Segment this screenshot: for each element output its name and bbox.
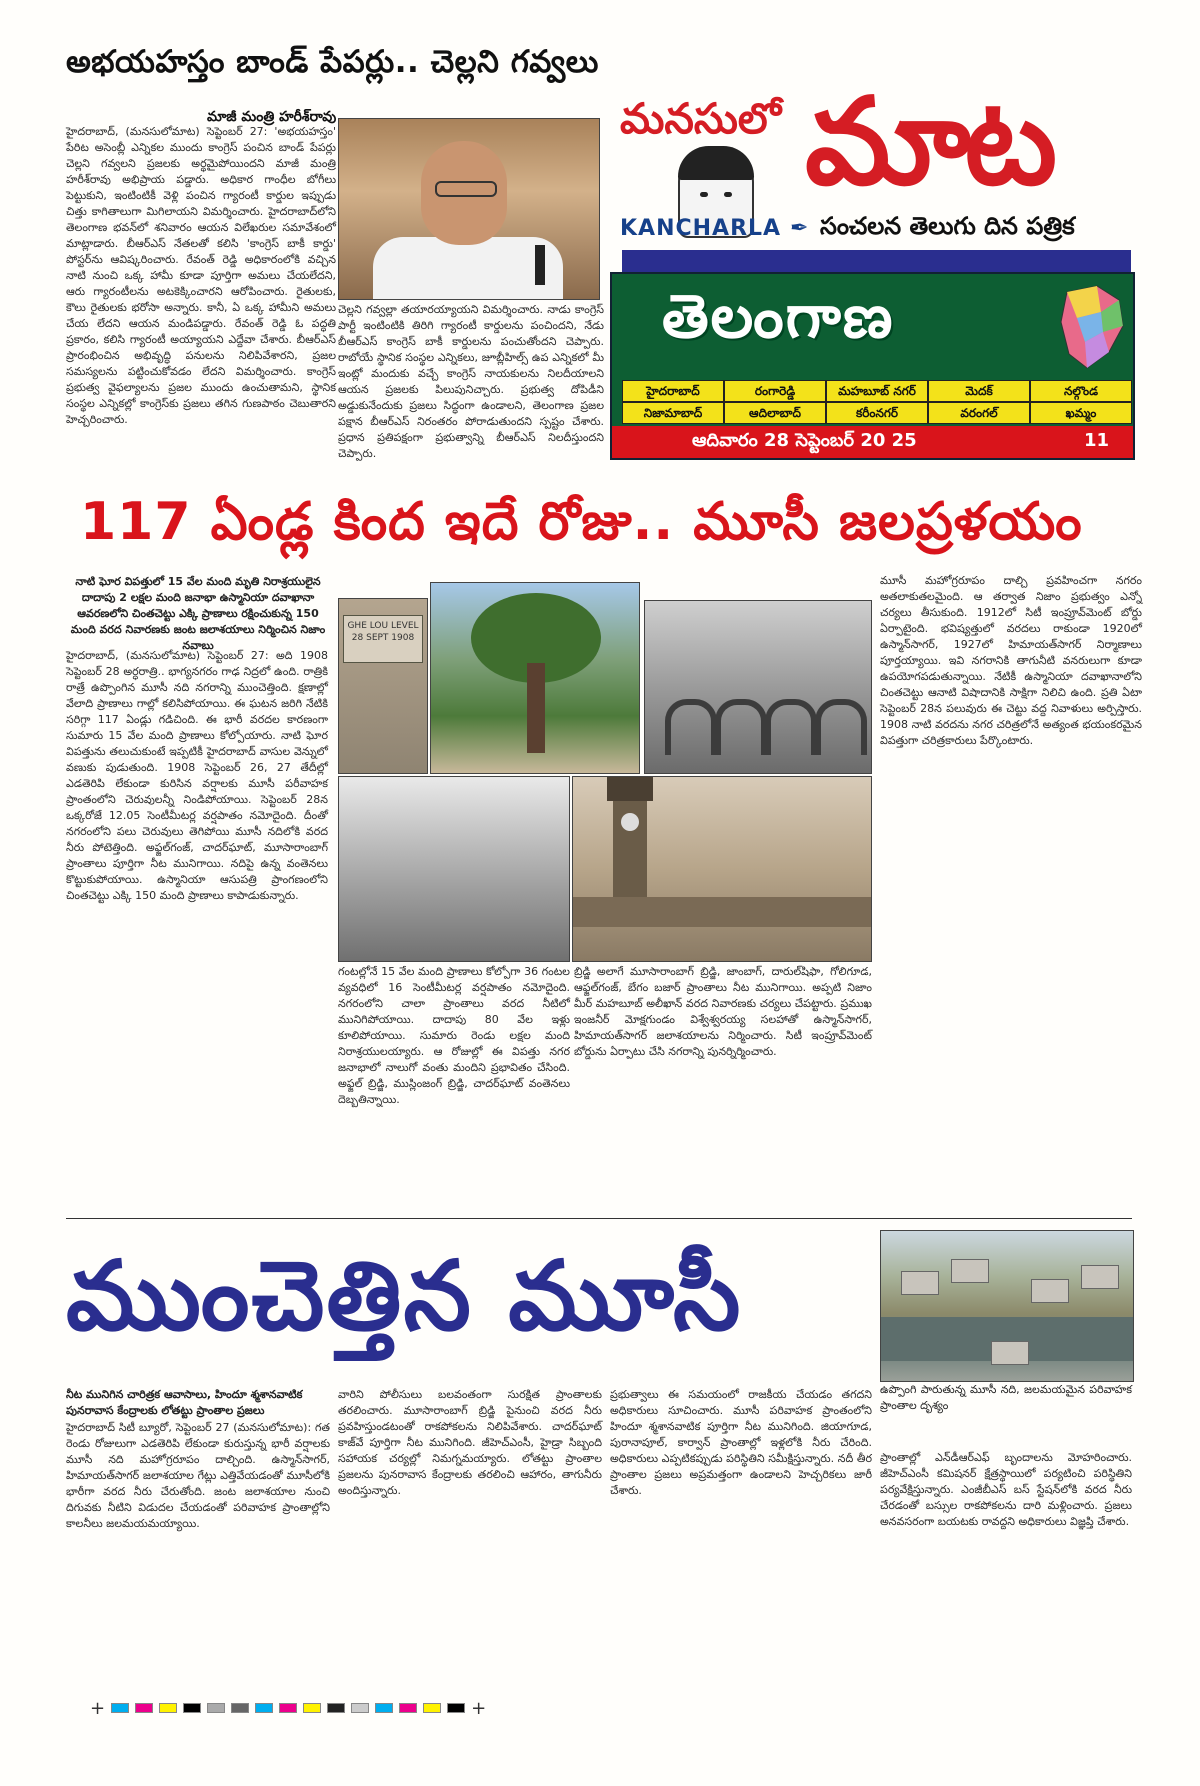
registration-mark-icon: + [90, 1697, 106, 1719]
color-swatch [303, 1703, 321, 1713]
color-swatch [135, 1703, 153, 1713]
article2-summary: నాటి ఘోర విపత్తులో 15 వేల మంది మృతి నిరాశ్రయులైన దాదాపు 2 లక్షల మంది జనాభా ఉస్మానియా దవాఖానా ఆవరణలోని చింతచెట్టు ఎక్కి ప్రాణాలు రక్షించుకున్న 150 మంది వరద నివారణకు జంట జలాశయాలు నిర్మించిన నిజాం నవాబు [70, 575, 326, 652]
pen-icon: ✒ [790, 216, 809, 241]
district-name: నిజామాబాద్ [622, 402, 724, 424]
article2-column: గంటల్లోనే 15 వేల మంది ప్రాణాలు కోల్పోగా 36 గంటల వ్యవధిలో 16 సెంటీమీటర్ల వర్షపాతం నమోదైంది. నగరంలోని చాలా ప్రాంతాలు వరద నీటిలో మునిగిపోయాయి. దాదాపు 80 వేల ఇళ్లు కూలిపోయాయి. సుమారు రెండు లక్షల మంది నిరాశ్రయులయ్యారు. ఆ రోజుల్లో ఈ విపత్తు నగర జనాభాలో నాలుగో వంతు మందిని ప్రభావితం చేసింది. అఫ్జల్ బ్రిడ్జి, ముస్లింజంగ్ బ్రిడ్జి, చాదర్‌ఘాట్ వంతెనలు దెబ్బతిన్నాయి. [338, 965, 570, 1106]
date-bar [612, 426, 1133, 458]
registration-mark-icon: + [471, 1697, 487, 1719]
district-name: ఆదిలాబాద్ [724, 402, 826, 424]
district-name: ఖమ్మం [1030, 402, 1132, 424]
article2-column: మూసీ మహోగ్రరూపం దాల్చి ప్రవహించగా నగరం అతలాకుతలమైంది. ఆ తర్వాత నిజాం ప్రభుత్వం ఎన్నో చర్యలు తీసుకుంది. 1912లో సిటీ ఇంప్రూవ్‌మెంట్ బోర్డు ఏర్పాటైంది. భవిష్యత్తులో వరదలు రాకుండా 1920లో ఉస్మాన్‌సాగర్, 1927లో హిమాయత్‌సాగర్ నిర్మాణాలు పూర్తయ్యాయి. ఇవి నగరానికి తాగునీటి వనరులుగా కూడా ఉపయోగపడుతున్నాయి. నేటికీ ఉస్మానియా దవాఖానాలోని చింతచెట్టు ఆనాటి విషాదానికి సాక్షిగా నిలిచి ఉంది. ప్రతి ఏటా సెప్టెంబర్ 28న పలువురు ఈ చెట్టు వద్ద నివాళులు అర్పిస్తారు. 1908 నాటి వరదను నగర చరిత్రలోనే అత్యంత భయంకరమైన విపత్తుగా చరిత్రకారులు పేర్కొంటారు. [880, 574, 1142, 747]
state-map-icon [1057, 282, 1127, 372]
main-headline: 117 ఏండ్ల కింద ఇదే రోజు.. మూసీ జలప్రళయం [80, 492, 1083, 552]
issue-date: ఆదివారం 28 సెప్టెంబర్ 20 25 [692, 430, 917, 451]
color-swatch [183, 1703, 201, 1713]
flood-level-plaque-photo [338, 598, 428, 774]
article1-column: హైదరాబాద్, (మనసులోమాట) సెప్టెంబర్ 27: 'అభయహస్తం' పేరిట అసెంబ్లీ ఎన్నికల ముందు కాంగ్రెస్ పంచిన బాండ్ పేపర్లు చెల్లని గవ్వలని ప్రజలకు అర్థమైపోయిందని మాజీ మంత్రి హరీశ్‌రావు అభిప్రాయ పడ్డారు. అధికార గాంధీల బోగీలు పెట్టుకుని, ఇంటింటికీ వెళ్లి పంచిన గ్యారంటీ కార్డుల ఇప్పుడు చిత్తు కాగితాలుగా మిగిలాయని విమర్శించారు. హైదరాబాద్‌లోని తెలంగాణ భవన్‌లో శనివారం ఆయన విలేఖరుల సమావేశంలో మాట్లాడారు. బీఆర్ఎస్ నేతలతో కలిసి 'కాంగ్రెస్ బాకీ కార్డు' పోస్టర్‌ను ఆవిష్కరించారు. రేవంత్ రెడ్డి అధికారంలోకి వచ్చిన నాటి నుంచి ఒక్క హామీ కూడా పూర్తిగా అమలు చేయలేదని, ఆరు గ్యారంటీలను అటకెక్కించారని ఆరోపించారు. రైతులకు, కౌలు రైతులకు భరోసా అన్నారు. కానీ, ఏ ఒక్క హామీని అమలు చేయ లేదని ఆయన మండిపడ్డారు. రేవంత్ రెడ్డి ఓ పద్ధతి ప్రకారం, కలిసి గ్యారంటీ అయ్యాయని ఎద్దేవా చేశారు. బీఆర్ఎస్ ప్రారంభించిన అభివృద్ధి పనులను నిలిపివేశారని, ప్రజల సమస్యలను పట్టించుకోవడం లేదని విమర్శించారు. కాంగ్రెస్ ప్రభుత్వ వైఫల్యాలను ప్రజల ముందు ఉంచుతామని, స్థానిక సంస్థల ఎన్నికల్లో కాంగ్రెస్‌కు ప్రజలు తగిన గుణపాఠం చెబుతారని హెచ్చరించారు. [66, 125, 336, 426]
district-name: హైదరాబాద్ [622, 380, 724, 402]
clock-tower-bridge-photo [572, 776, 872, 962]
article2-column: హైదరాబాద్, (మనసులోమాట) సెప్టెంబర్ 27: అది 1908 సెప్టెంబర్ 28 అర్ధరాత్రి.. భాగ్యనగరం గాఢ నిద్రలో ఉంది. రాత్రికి రాత్రే ఉప్పొంగిన మూసీ నది నగరాన్ని ముంచెత్తింది. క్షణాల్లో వేలాది ప్రాణాలు గాల్లో కలిసిపోయాయి. ఈ ఘటన జరిగి నేటికి సరిగ్గా 117 ఏండ్లు గడిచింది. ఈ భారీ వరదల కారణంగా సుమారు 15 వేల మంది ప్రాణాలు కోల్పోయారు. నాటి ఘోర విపత్తును తలుచుకుంటే ఇప్పటికీ హైదరాబాద్ వాసుల వెన్నులో వణుకు పుడుతుంది. 1908 సెప్టెంబర్ 26, 27 తేదీల్లో ఎడతెరిపి లేకుండా కురిసిన వర్షాలకు మూసీ పరీవాహక ప్రాంతంలోని చెరువులన్నీ నిండిపోయాయి. సెప్టెంబర్ 28న ఒక్కరోజే 12.05 సెంటీమీటర్ల వర్షపాతం నమోదైంది. దీంతో నగరంలోని పలు చెరువులు తెగిపోయి మూసీ నదిలోకి వరద నీరు పోటెత్తింది. అఫ్జల్‌గంజ్, చాదర్‌ఘాట్, మూసారాంబాగ్ ప్రాంతాలు పూర్తిగా నీట మునిగాయి. నదిపై ఉన్న వంతెనలు కొట్టుకుపోయాయి. ఉస్మానియా ఆసుపత్రి ప్రాంగణంలోని చింతచెట్టు ఎక్కి 150 మంది ప్రాణాలు కాపాడుకున్నారు. [66, 649, 328, 902]
masthead-logo-prefix: మనసులో [620, 94, 782, 143]
article3-column: హైదరాబాద్ సిటీ బ్యూరో, సెప్టెంబర్ 27 (మనసులోమాట): గత రెండు రోజులుగా ఎడతెరిపి లేకుండా కురుస్తున్న భారీ వర్షాలకు మూసీ నది మహోగ్రరూపం దాల్చింది. ఉస్మాన్‌సాగర్, హిమాయత్‌సాగర్ జలాశయాల గేట్లు ఎత్తివేయడంతో మూసీలోకి భారీగా వరద నీరు చేరుతోంది. జంట జలాశయాల నుంచి దిగువకు నీటిని విడుదల చేయడంతో పరివాహక ప్రాంతాల్లోని కాలనీలు జలమయమయ్యాయి. [66, 1421, 330, 1530]
color-swatch [111, 1703, 129, 1713]
color-swatch [399, 1703, 417, 1713]
masthead-strip [622, 250, 1131, 272]
district-name: రంగారెడ్డి [724, 380, 826, 402]
tamarind-tree-photo [430, 582, 640, 774]
district-name: నల్గొండ [1030, 380, 1132, 402]
color-swatch [279, 1703, 297, 1713]
politician-photo [338, 118, 600, 300]
article2-column: బ్రిడ్జి అలాగే మూసారాంబాగ్ బ్రిడ్జి, జాంబాగ్, దారుల్‌షిఫా, గోలిగూడ, ఆఫ్జల్‌గంజ్, బేగం బజార్ ప్రాంతాలు నీట మునిగాయి. అప్పటి నిజాం మీర్ మహబూబ్ అలీఖాన్ వరద నివారణకు చర్యలు చేపట్టారు. ప్రముఖ ఇంజనీర్ మోక్షగుండం విశ్వేశ్వరయ్య సలహాతో ఉస్మాన్‌సాగర్, హిమాయత్‌సాగర్ జలాశయాలను నిర్మించారు. సిటీ ఇంప్రూవ్‌మెంట్ బోర్డును ఏర్పాటు చేసి నగరాన్ని పునర్నిర్మించారు. [574, 965, 872, 1058]
masthead [620, 71, 1125, 248]
color-swatch [231, 1703, 249, 1713]
article3-column: వారిని పోలీసులు బలవంతంగా సురక్షిత ప్రాంతాలకు తరలించారు. మూసారాంబాగ్ బ్రిడ్జి పైనుంచి వరద నీరు ప్రవహిస్తుండటంతో రాకపోకలను నిలిపివేశారు. చాదర్‌ఘాట్ కాజ్‌వే పూర్తిగా నీట మునిగింది. జీహెచ్ఎంసీ, హైడ్రా సిబ్బంది సహాయక చర్యల్లో నిమగ్నమయ్యారు. లోతట్టు ప్రాంతాల ప్రజలను పునరావాస కేంద్రాలకు తరలించి ఆహారం, తాగునీరు అందిస్తున్నారు. [338, 1388, 602, 1497]
print-registration-bar [90, 1697, 1130, 1719]
flood-ruins-photo [644, 600, 872, 774]
color-swatch [159, 1703, 177, 1713]
district-list [622, 380, 1132, 424]
article3-column: ప్రభుత్వాలు ఈ సమయంలో రాజకీయ చేయడం తగదని అధికారులు సూచించారు. మూసీ పరివాహక ప్రాంతంలోని హిందూ శ్మశానవాటిక పూర్తిగా నీట మునిగింది. జియాగూడ, పురానాపూల్, కార్వాన్ ప్రాంతాల్లో ఇళ్లలోకి నీరు చేరింది. అధికారులు ఎప్పటికప్పుడు పరిస్థితిని సమీక్షిస్తున్నారు. నదీ తీర ప్రాంతాల ప్రజలు అప్రమత్తంగా ఉండాలని హెచ్చరికలు జారీ చేశారు. [610, 1388, 872, 1497]
masthead-tagline: సంచలన తెలుగు దిన పత్రిక [820, 212, 1075, 240]
flood-level-plaque-text: GHE LOU LEVEL 28 SEPT 1908 [343, 615, 423, 663]
district-name: వరంగల్ [928, 402, 1030, 424]
color-swatch [351, 1703, 369, 1713]
masthead-name: KANCHARLA [620, 216, 782, 241]
district-name: కరీంనగర్ [826, 402, 928, 424]
color-swatch [207, 1703, 225, 1713]
color-swatch [447, 1703, 465, 1713]
article3-summary: నీట మునిగిన చారిత్రక ఆవాసాలు, హిందూ శ్మశానవాటిక పునరావాస కేంద్రాలకు లోతట్టు ప్రాంతాల ప్రజలు [66, 1388, 303, 1417]
state-section-box [610, 272, 1135, 460]
color-swatch [423, 1703, 441, 1713]
flooded-city-photo [880, 1230, 1134, 1382]
section-divider [66, 1218, 1132, 1219]
state-title: తెలంగాణ [662, 282, 895, 352]
article1-byline: మాజీ మంత్రి హరీశ్‌రావు [207, 109, 337, 125]
historic-flood-photo [338, 776, 570, 962]
color-swatch [375, 1703, 393, 1713]
district-name: మెదక్ [928, 380, 1030, 402]
color-swatch [255, 1703, 273, 1713]
top-headline: అభయహస్తం బాండ్ పేపర్లు.. చెల్లని గవ్వలు [66, 44, 599, 80]
article3-column: ప్రాంతాల్లో ఎన్‌డీఆర్ఎఫ్ బృందాలను మోహరించారు. జీహెచ్ఎంసీ కమిషనర్ క్షేత్రస్థాయిలో పర్యటించి పరిస్థితిని పర్యవేక్షిస్తున్నారు. ఎంజీబీఎస్ బస్ స్టేషన్‌లోకి వరద నీరు చేరడంతో బస్సుల రాకపోకలను దారి మళ్లించారు. ప్రజలు అనవసరంగా బయటకు రావద్దని అధికారులు విజ్ఞప్తి చేశారు. [880, 1451, 1132, 1528]
page-number: 11 [1083, 430, 1109, 451]
color-swatch [327, 1703, 345, 1713]
bottom-headline: ముంచెత్తిన మూసీ [66, 1240, 743, 1352]
masthead-logo: మాట [805, 71, 1052, 212]
district-name: మహబూబ్ నగర్ [826, 380, 928, 402]
article1-column: చెల్లని గవ్వల్లా తయారయ్యాయని విమర్శించారు. నాడు కాంగ్రెస్ పార్టీ ఇంటింటికి తిరిగి గ్యారంటీ కార్డులను పంచిందని, నేడు బీఆర్ఎస్ కాంగ్రెస్ బాకీ కార్డులను పంచుతోందని చెప్పారు. రాబోయే స్థానిక సంస్థల ఎన్నికలు, జూబ్లీహిల్స్ ఉప ఎన్నికలో మీ ఇంట్లో మందుకు వచ్చే కాంగ్రెస్ నాయకులను నిలదీయాలని ఆయన ప్రజలకు పిలుపునిచ్చారు. ప్రభుత్వ దోపిడీని అడ్డుకునేందుకు ప్రజలు సిద్ధంగా ఉండాలని, తెలంగాణ ప్రజల పక్షాన బీఆర్ఎస్ నిరంతరం పోరాడుతుందని స్పష్టం చేశారు. ప్రధాన ప్రతిపక్షంగా ప్రభుత్వాన్ని బీఆర్ఎస్ నిలదీస్తుందని చెప్పారు. [338, 303, 604, 460]
photo-caption: ఉప్పొంగి పారుతున్న మూసీ నది, జలమయమైన పరివాహక ప్రాంతాల దృశ్యం [880, 1383, 1132, 1412]
